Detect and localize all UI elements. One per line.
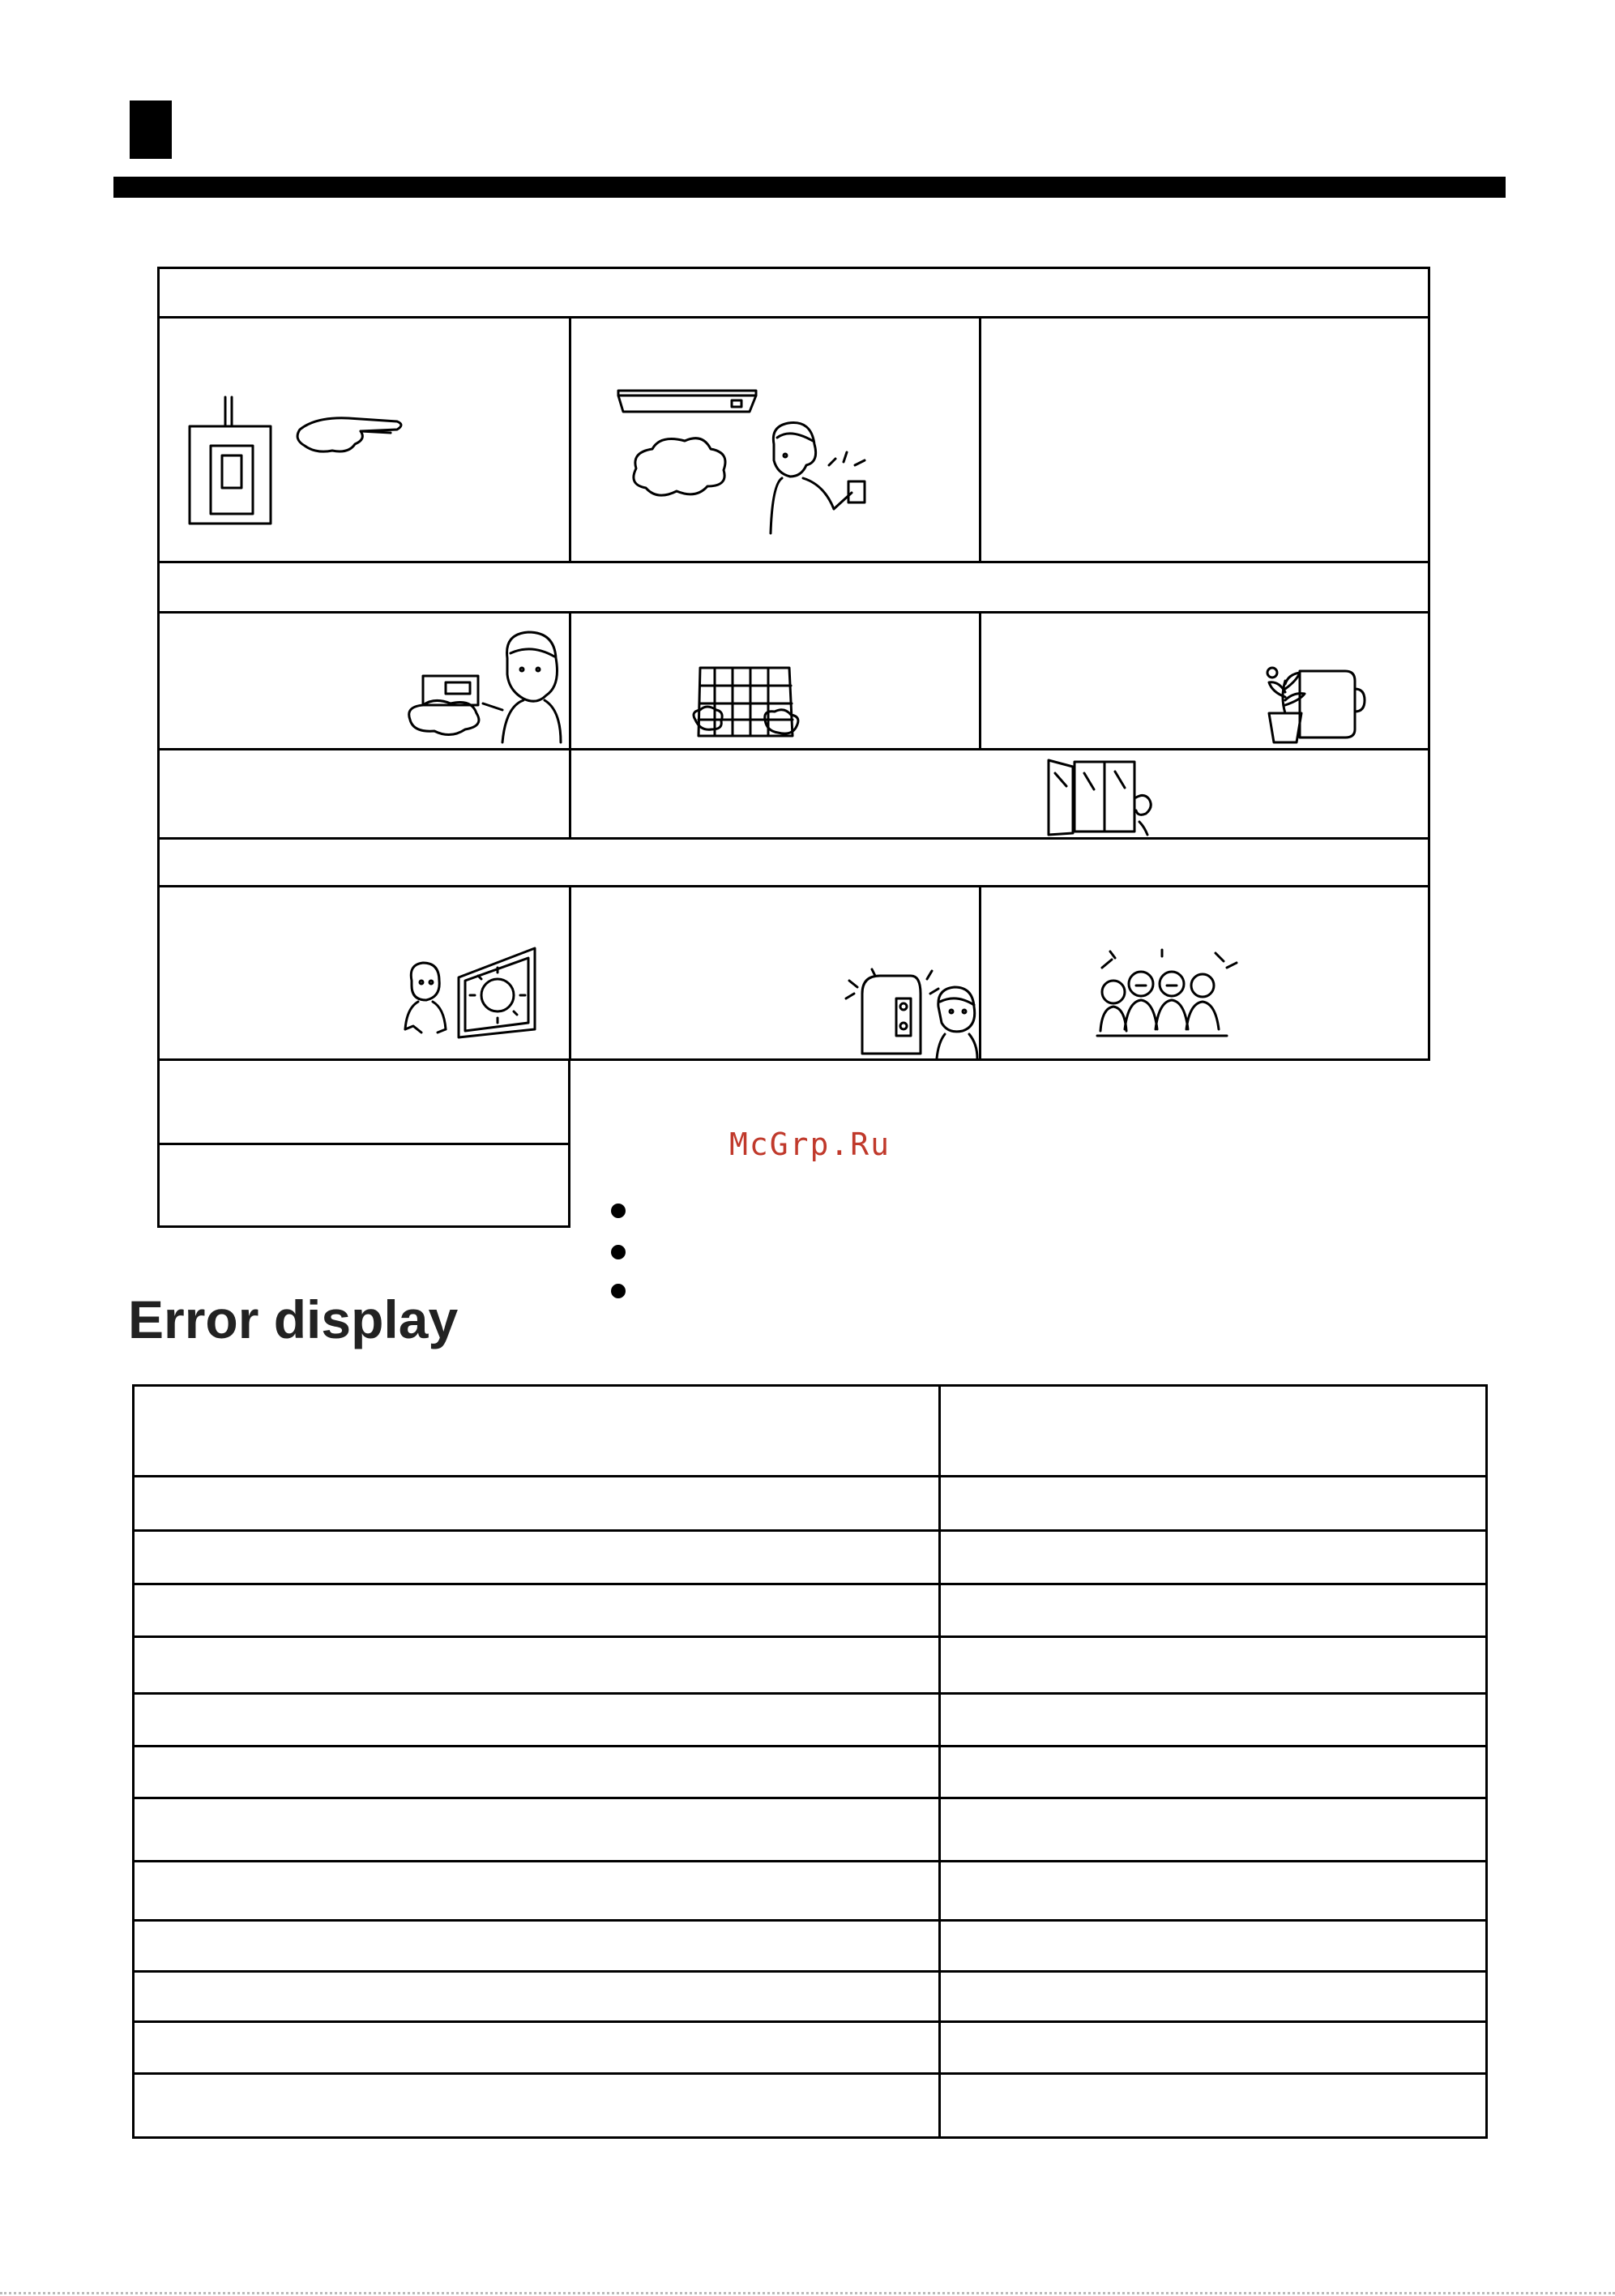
table-row-rule	[132, 1970, 1488, 1973]
table-row-rule	[132, 1919, 1488, 1922]
table-row-rule	[132, 1529, 1488, 1532]
bullet-dot	[611, 1284, 626, 1298]
table-row-rule	[132, 1745, 1488, 1747]
row-rule	[157, 316, 1430, 319]
row-rule	[157, 885, 1430, 887]
ceiling-unit-illustration	[612, 387, 879, 533]
thermostat-illustration	[402, 629, 564, 742]
row-rule	[157, 837, 1430, 840]
bullet-dot	[611, 1245, 626, 1259]
watermark: McGrp.Ru	[729, 1127, 891, 1162]
table-row-rule	[132, 2072, 1488, 2075]
power-switch-illustration	[186, 397, 413, 527]
table-row-rule	[132, 1860, 1488, 1862]
table-row	[138, 2077, 932, 2134]
table-row-rule	[132, 1635, 1488, 1638]
error-table-header-description	[945, 1390, 1480, 1471]
row-rule	[157, 611, 1430, 614]
table-row-rule	[132, 2020, 1488, 2023]
table-row-rule	[132, 1475, 1488, 1477]
table-row-rule	[132, 1797, 1488, 1799]
page-bottom-edge	[0, 2292, 1615, 2294]
table-row-rule	[132, 1583, 1488, 1585]
row-rule	[157, 1143, 570, 1145]
error-display-title: Error display	[128, 1289, 459, 1349]
table-row	[138, 1480, 932, 1527]
table-row	[945, 1480, 1480, 1527]
open-window-illustration	[1045, 757, 1159, 836]
section-marker	[130, 100, 172, 159]
col-rule	[569, 316, 571, 563]
sunlight-illustration	[402, 948, 540, 1054]
table-row-rule	[132, 1692, 1488, 1695]
error-table-divider	[938, 1384, 941, 2139]
bullet-dot	[611, 1204, 626, 1218]
crowd-illustration	[1094, 950, 1240, 1041]
col-rule	[569, 611, 571, 840]
col-rule	[979, 316, 981, 563]
col-rule	[979, 611, 981, 750]
dirty-filter-illustration	[690, 663, 804, 741]
header-rule	[113, 177, 1506, 198]
heat-source-illustration	[843, 969, 981, 1058]
plant-blocking-illustration	[1264, 665, 1369, 746]
row-rule	[157, 561, 1430, 563]
table-row	[945, 2077, 1480, 2134]
col-rule	[569, 885, 571, 1061]
error-table-header-code	[138, 1390, 932, 1471]
row-rule	[157, 748, 1430, 750]
